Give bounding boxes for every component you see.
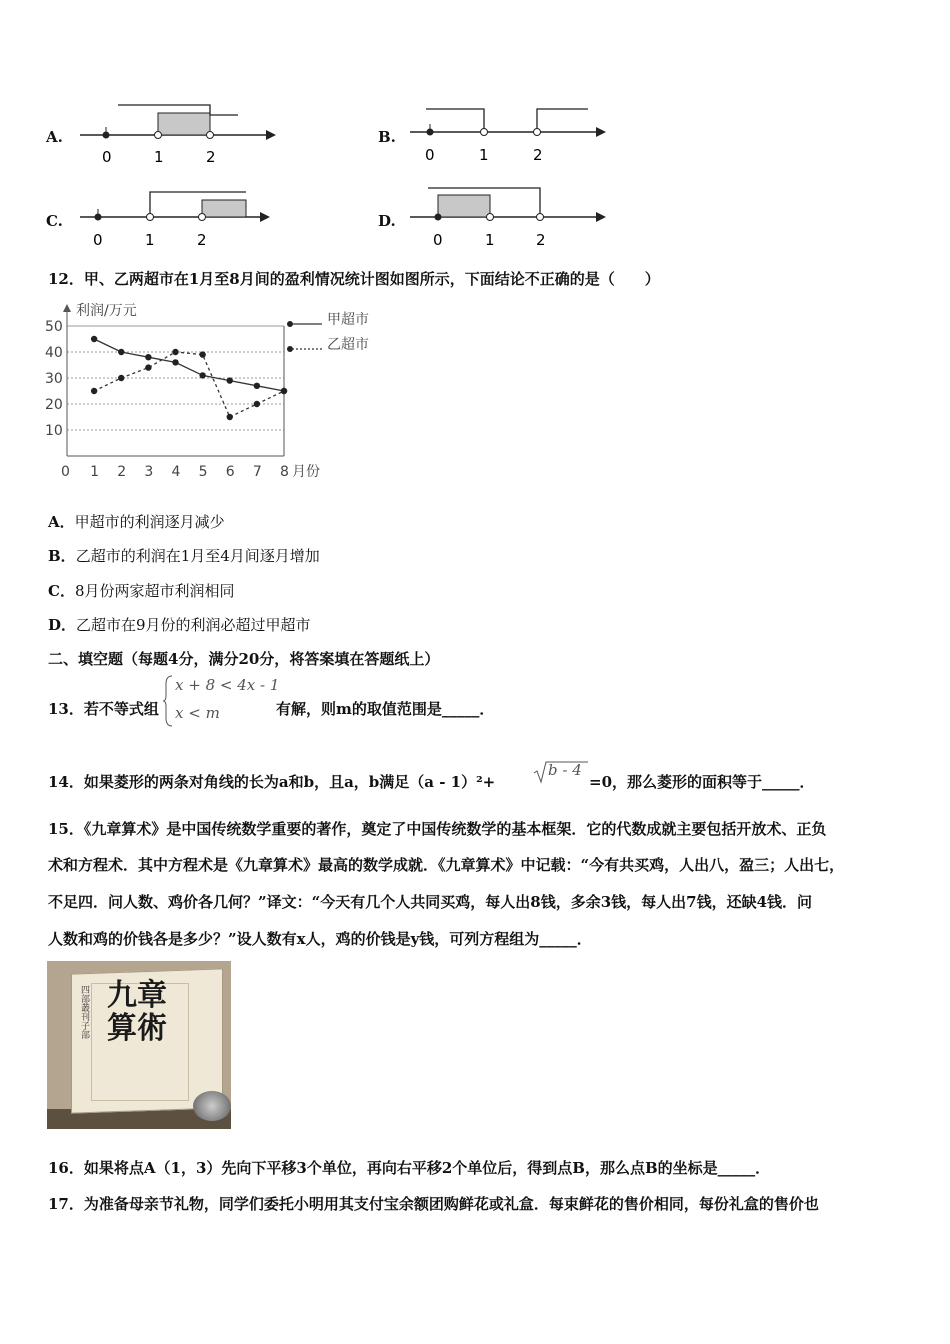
option-text: 乙超市的利润在1月至4月间逐月增加 xyxy=(75,547,320,565)
option-text: 8月份两家超市利润相同 xyxy=(74,582,235,600)
y-tick-label: 10 xyxy=(45,423,63,439)
data-point xyxy=(199,372,205,378)
q16: 16．如果将点A（1，3）先向下平移3个单位，再向右平移2个单位后，得到点B，那么点B的坐标是_____． xyxy=(48,1159,771,1177)
tick-0: 0 xyxy=(102,148,112,166)
tick-2: 2 xyxy=(536,231,546,249)
data-point xyxy=(254,383,260,389)
section-heading: 二、填空题（每题4分，满分20分，将答案填在答题纸上） xyxy=(48,650,440,668)
data-point xyxy=(227,414,233,420)
q15-line-3: 不足四．问人数、鸡价各几何？”译文：“今天有几个人共同买鸡，每人出8钱，多余3钱，每人出7钱，还缺4钱．问 xyxy=(48,893,813,911)
book-side-text: 四部叢刊子部 xyxy=(79,985,89,1039)
q12-option-c xyxy=(48,580,235,602)
x-tick-label: 2 xyxy=(117,464,127,480)
profit-line-chart xyxy=(40,294,400,489)
number-line-a xyxy=(70,95,290,170)
q14-prefix: 14．如果菱形的两条对角线的长为a和b，且a，b满足（a - 1）²+ xyxy=(48,773,496,791)
x-tick-label: 7 xyxy=(252,464,262,480)
data-point xyxy=(145,364,151,370)
jiuzhang-suanshu-book-photo xyxy=(47,961,231,1129)
legend-label: 乙超市 xyxy=(327,337,369,353)
q15-line-1: 15．《九章算术》是中国传统数学重要的著作，奠定了中国传统数学的基本框架．它的代数成就主要包括开放术、正负 xyxy=(48,820,827,838)
x-tick-label: 5 xyxy=(198,464,208,480)
y-tick-label: 50 xyxy=(45,319,63,335)
q13-prefix: 13．若不等式组 xyxy=(48,700,159,718)
x-tick-label: 8 xyxy=(280,464,289,480)
x-tick-label: 1 xyxy=(90,464,100,480)
tick-1: 1 xyxy=(145,231,155,249)
y-tick-label: 20 xyxy=(45,397,63,413)
legend-label: 甲超市 xyxy=(327,312,369,328)
data-point xyxy=(172,359,178,365)
q13-inequality-1: x + 8 < 4x - 1 xyxy=(175,676,280,694)
option-text: 甲超市的利润逐月减少 xyxy=(74,513,225,531)
option-text: 乙超市在9月份的利润必超过甲超市 xyxy=(76,616,311,634)
y-tick-label: 40 xyxy=(45,345,63,361)
tick-1: 1 xyxy=(479,146,489,164)
q14-radicand: b - 4 xyxy=(548,761,582,779)
data-point xyxy=(118,349,124,355)
tick-1: 1 xyxy=(485,231,495,249)
option-label: B． xyxy=(48,547,76,565)
data-point xyxy=(254,401,260,407)
number-line-c xyxy=(70,180,290,255)
data-point xyxy=(118,375,124,381)
q12-option-b xyxy=(48,545,320,567)
y-axis-arrow xyxy=(63,304,71,312)
tick-2: 2 xyxy=(533,146,543,164)
x-tick-label: 6 xyxy=(225,464,235,480)
q13-inequality-2: x < m xyxy=(175,704,220,722)
brace xyxy=(162,674,174,728)
q17: 17．为准备母亲节礼物，同学们委托小明用其支付宝余额团购鲜花或礼盒．每束鲜花的售价相同，每份礼盒的售价也 xyxy=(48,1195,819,1213)
x-tick-label: 4 xyxy=(171,464,181,480)
data-point xyxy=(91,336,97,342)
tick-1: 1 xyxy=(154,148,164,166)
q15-line-4: 人数和鸡的价钱各是多少？”设人数有x人，鸡的价钱是y钱，可列方程组为_____． xyxy=(48,930,592,948)
option-d-label: D. xyxy=(378,212,396,230)
data-point xyxy=(172,349,178,355)
tick-0: 0 xyxy=(93,231,103,249)
option-label: D． xyxy=(48,616,77,634)
book-title: 九章算術 xyxy=(107,978,167,1046)
number-line-b xyxy=(400,95,620,170)
y-axis-label: 利润/万元 xyxy=(76,303,137,319)
data-point xyxy=(199,351,205,357)
data-point xyxy=(91,388,97,394)
q13-suffix: 有解，则m的取值范围是_____． xyxy=(276,700,495,718)
q12-option-a xyxy=(48,511,225,533)
y-tick-label: 30 xyxy=(45,371,63,387)
number-line-d xyxy=(400,180,620,255)
x-tick-label: 0 xyxy=(61,464,70,480)
tick-2: 2 xyxy=(206,148,216,166)
option-c-label: C. xyxy=(46,212,63,230)
x-tick-label: 3 xyxy=(144,464,154,480)
tick-0: 0 xyxy=(425,146,435,164)
q12-stem: 12．甲、乙两超市在1月至8月间的盈利情况统计图如图所示，下面结论不正确的是（ ） xyxy=(48,270,660,288)
q12-option-d xyxy=(48,614,311,636)
data-point xyxy=(281,388,287,394)
data-point xyxy=(145,354,151,360)
q15-line-2: 术和方程术．其中方程术是《九章算术》最高的数学成就．《九章算术》中记载：“今有共买鸡，人出八，盈三；人出七， xyxy=(48,856,845,874)
tick-2: 2 xyxy=(197,231,207,249)
option-b-label: B. xyxy=(378,128,396,146)
option-label: C． xyxy=(48,582,75,600)
option-label: A． xyxy=(48,513,75,531)
x-axis-label: 月份 xyxy=(292,464,320,480)
option-a-label: A. xyxy=(46,128,63,146)
q14-suffix: =0，那么菱形的面积等于_____． xyxy=(589,773,815,791)
data-point xyxy=(227,377,233,383)
tick-0: 0 xyxy=(433,231,443,249)
